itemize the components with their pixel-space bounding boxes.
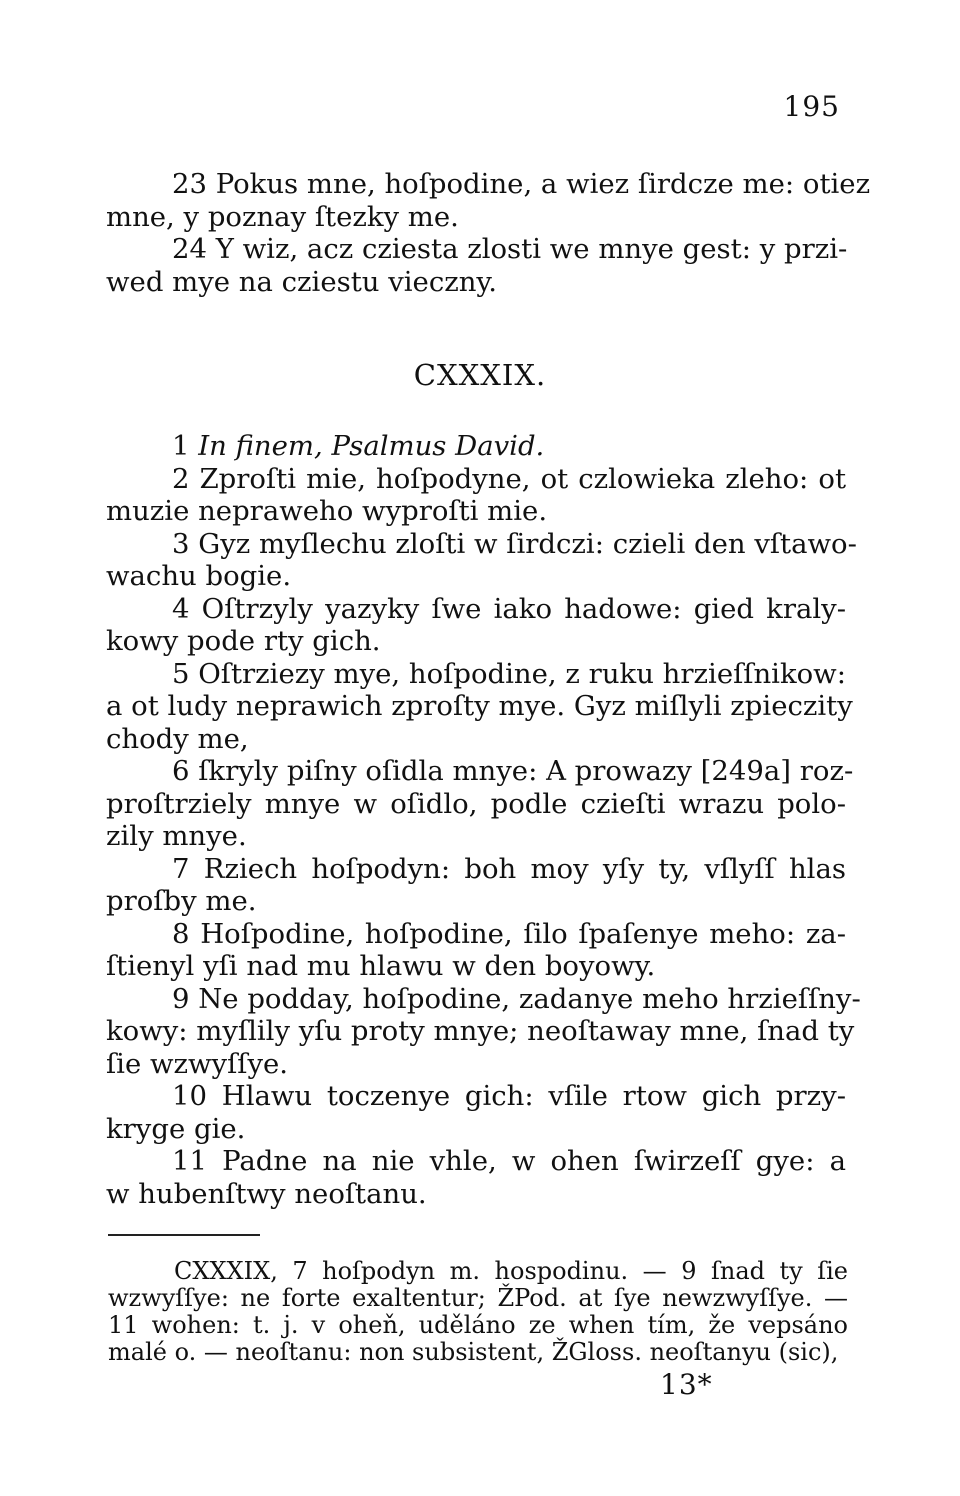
verse-line: 3 Gyz myſlechu zloſti w ſirdczi: czieli den vſtawo- [172,527,857,560]
verse-line: 4 Oſtrzyly yazyky ſwe iako hadowe: gied kraly- [172,592,846,625]
footnote-rule [108,1234,260,1236]
signature-mark: 13* [660,1368,713,1401]
footnotes [108,1258,848,1366]
footnote-line: wzwyſſye: ne forte exaltentur; ŽPod. at ſye newzwyſſye. — [108,1284,848,1312]
incipit-text: In finem, Psalmus David. [198,430,545,462]
verse-line: 11 Padne na nie vhle, w ohen ſwirzeſſ gye: a [172,1145,846,1177]
verse-line: ſie wzwyſſye. [106,1047,288,1080]
verse-line: 2 Zproſti mie, hoſpodyne, ot czlowieka zleho: ot [172,462,846,495]
verse-line: 5 Oſtrziezy mye, hoſpodine, z ruku hrzieſſnikow: [172,657,846,690]
verse-line: 23 Pokus mne, hoſpodine, a wiez ſirdcze me: otiez [172,168,871,200]
verse-line: zily mnye. [106,820,247,852]
verse-line: proſby me. [106,885,257,917]
psalm-body [106,430,861,1210]
verse-line: 6 ſkryly piſny oſidla mnye: A prowazy [249a] roz- [172,755,854,787]
verse-line: 24 Y wiz, acz cziesta zlosti we mnye gest: y przi- [172,233,848,265]
verse-line: wachu bogie. [106,560,292,592]
psalm-heading: CXXXIX. [413,358,547,392]
psalm-incipit [106,430,846,463]
verse-line: wed mye na cziestu vieczny. [106,265,498,298]
verse-line: chody me, [106,722,249,755]
verse-line: 7 Rziech hoſpodyn: boh moy yſy ty, vſlyſſ hlas [172,852,846,885]
intro-verses [106,168,871,298]
footnote-line: CXXXIX, 7 hoſpodyn m. hospodinu. — 9 ſnad ty ſie [174,1257,848,1285]
page-number: 195 [783,90,840,123]
verse-line: 8 Hoſpodine, hoſpodine, ſilo ſpaſenye meho: za- [172,917,846,950]
verse-line: 9 Ne podday, hoſpodine, zadanye meho hrzieſſny- [172,982,861,1015]
verse-line: w hubenſtwy neoſtanu. [106,1177,427,1210]
verse-line: a ot ludy neprawich zproſty mye. Gyz miſlyli zpieczity [106,690,853,722]
footnote-line: 11 wohen: t. j. v oheň, uděláno ze when tím, že vepsáno [108,1311,848,1339]
verse-line: kowy pode rty gich. [106,625,381,657]
footnote-line: malé o. — neoſtanu: non subsistent, ŽGloss. neoſtanyu (sic), [108,1338,839,1366]
incipit-number: 1 [172,430,190,462]
verse-line: kryge gie. [106,1112,246,1145]
verse-line: muzie nepraweho wyproſti mie. [106,495,548,527]
verse-line: kowy: myſlily yſu proty mnye; neoſtaway mne, ſnad ty [106,1015,855,1047]
verse-line: proſtrziely mnye w oſidlo, podle czieſti wrazu polo- [106,787,846,820]
verse-line: ſtienyl yſi nad mu hlawu w den boyowy. [106,950,656,982]
verse-line: 10 Hlawu toczenye gich: vſile rtow gich przy- [172,1080,846,1112]
verse-line: mne, y poznay ſtezky me. [106,200,459,233]
